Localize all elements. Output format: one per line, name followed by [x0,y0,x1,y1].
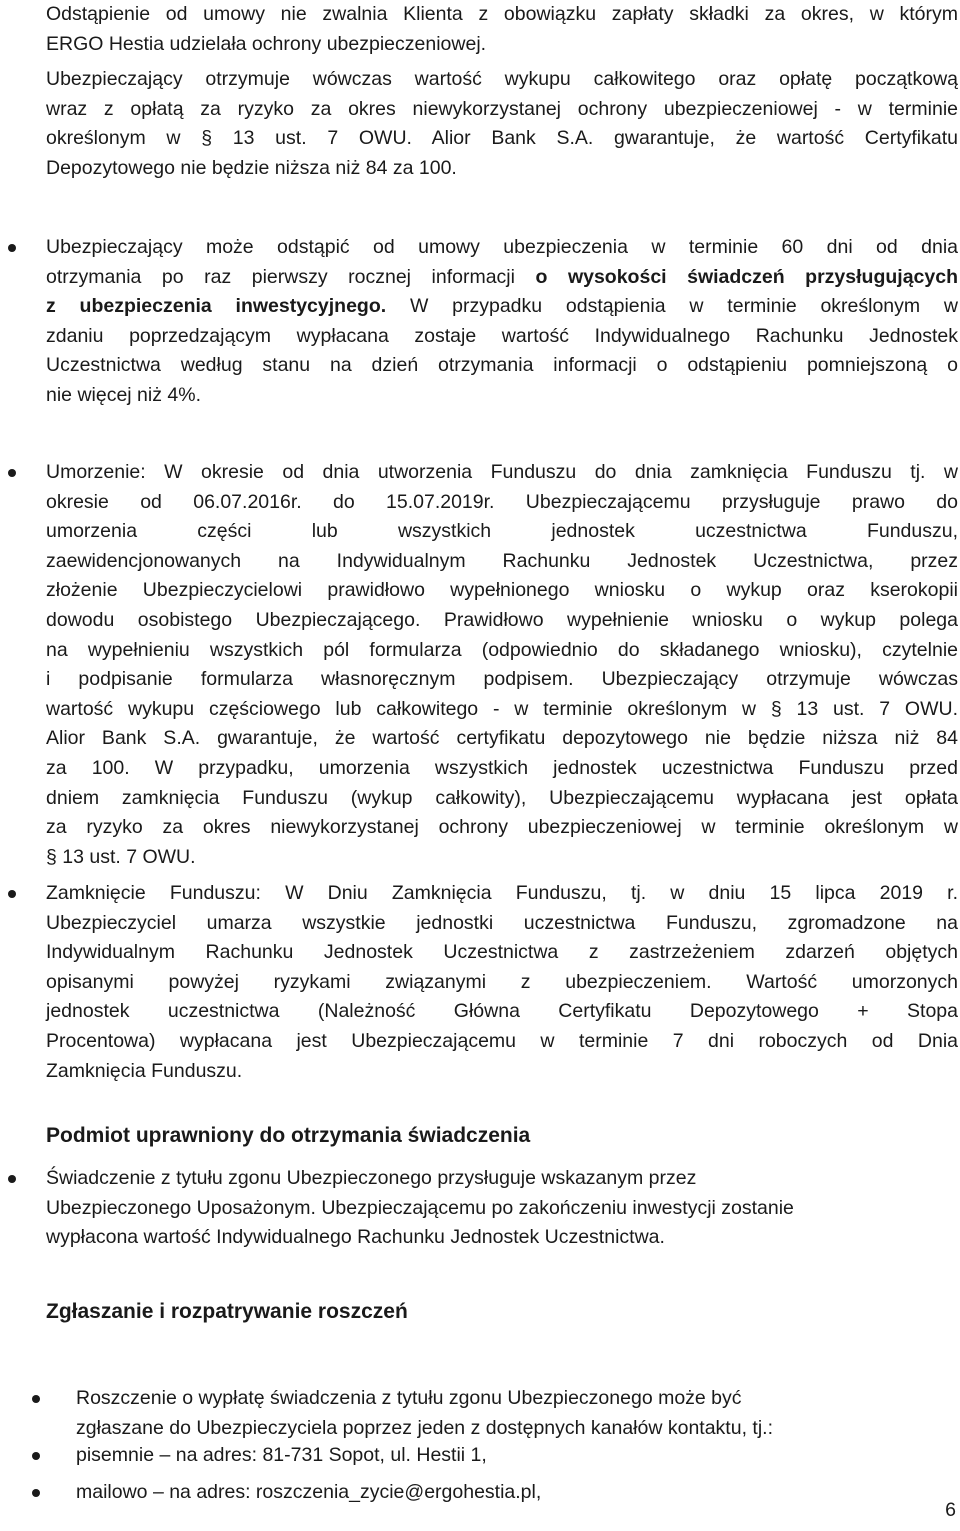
bullet-dot [8,244,16,252]
text-line: Ubezpieczający może odstąpić od umowy ubezpieczenia w terminie 60 dni od dnia [46,236,958,258]
paragraph-withdrawal-premium [46,0,958,59]
text-line: Alior Bank S.A. gwarantuje, że wartość certyfikatu depozytowego nie będzie niższa niż 84 [46,727,958,750]
list-item-claim-submission [76,1384,958,1443]
text-line: Indywidualnym Rachunku Jednostek Uczestnictwa z zastrzeżeniem zdarzeń objętych [46,941,958,964]
text-line: Ubezpieczyciel umarza wszystkie jednostki uczestnictwa Funduszu, zgromadzone na [46,911,958,934]
text-line: mailowo – na adres: roszczenia_zycie@ergohestia.pl, [76,1481,542,1503]
page-number: 6 [945,1499,956,1521]
text-line: złożenie Ubezpieczycielowi prawidłowo wypełnionego wniosku o wykup oraz kserokopii [46,579,958,602]
text-line: zdaniu poprzedzającym wypłacana zostaje wartość Indywidualnego Rachunku Jednostek [46,324,958,347]
text-line: § 13 ust. 7 OWU. [46,845,196,868]
text-line: okresie od 06.07.2016r. do 15.07.2019r. Ubezpieczającemu przysługuje prawo do [46,490,958,513]
text-normal: W przypadku odstąpienia w terminie określonym w [386,295,959,318]
text-line: Ubezpieczonego Uposażonym. Ubezpieczającemu po zakończeniu inwestycji zostanie [46,1196,794,1219]
text-normal: otrzymania po raz pierwszy rocznej informacji [46,265,536,288]
text-line: Zamknięcie Funduszu: W Dniu Zamknięcia Funduszu, tj. w dniu 15 lipca 2019 r. [46,882,958,904]
text-line: zgłaszane do Ubezpieczyciela poprzez jeden z dostępnych kanałów kontaktu, tj.: [76,1416,773,1439]
text-line: Zamknięcia Funduszu. [46,1059,243,1082]
text-line: opisanymi powyżej ryzykami związanymi z ubezpieczeniem. Wartość umorzonych [46,970,958,993]
text-line: za 100. W przypadku, umorzenia wszystkich jednostek uczestnictwa Funduszu przed [46,756,958,779]
list-item-withdrawal-right [46,233,958,411]
text-line: i podpisanie formularza własnoręcznym podpisem. Ubezpieczający otrzymuje wówczas [46,668,958,691]
text-bold: o wysokości świadczeń przysługujących [535,265,958,288]
text-line: na wypełnieniu wszystkich pól formularza (odpowiednio do składanego wniosku), czytelnie [46,638,958,661]
list-item-postal [76,1441,958,1471]
bullet-dot [32,1452,40,1460]
bullet-dot [32,1395,40,1403]
text-line: za ryzyko za okres niewykorzystanej ochrony ubezpieczeniowej w terminie określonym w [46,816,958,839]
bullet-dot [8,890,16,898]
text-line: określonym w § 13 ust. 7 OWU. Alior Bank S.A. gwarantuje, że wartość Certyfikatu [46,127,958,150]
text-line: Uczestnictwa według stanu na dzień otrzymania informacji o odstąpieniu pomniejszoną o [46,354,958,377]
bullet-dot [32,1489,40,1497]
text-line: umorzenia części lub wszystkich jednostek uczestnictwa Funduszu, [46,520,958,543]
list-item-benefit [46,1164,958,1253]
text-line: wartość wykupu częściowego lub całkowitego - w terminie określonym w § 13 ust. 7 OWU. [46,697,958,720]
text-line: Ubezpieczający otrzymuje wówczas wartość wykupu całkowitego oraz opłatę początkową [46,68,958,90]
text-line: dniem zamknięcia Funduszu (wykup całkowity), Ubezpieczającemu wypłacana jest opłata [46,786,958,809]
paragraph-surrender-value [46,65,958,183]
text-line: pisemnie – na adres: 81-731 Sopot, ul. Hestii 1, [76,1444,487,1466]
text-bold: z ubezpieczenia inwestycyjnego. [46,295,387,318]
text-line: jednostek uczestnictwa (Należność Główna Certyfikatu Depozytowego + Stopa [46,1000,958,1023]
text-line: Roszczenie o wypłatę świadczenia z tytułu zgonu Ubezpieczonego może być [76,1387,742,1409]
text-line: ERGO Hestia udzielała ochrony ubezpieczeniowej. [46,32,487,55]
text-line: dowodu osobistego Ubezpieczającego. Prawidłowo wypełnienie wniosku o wykup polega [46,608,958,631]
text-line: zaewidencjonowanych na Indywidualnym Rachunku Jednostek Uczestnictwa, przez [46,549,958,572]
bullet-dot [8,1175,16,1183]
text-line: Odstąpienie od umowy nie zwalnia Klienta z obowiązku zapłaty składki za okres, w którym [46,3,958,25]
text-line [46,263,958,293]
section-heading-claims: Zgłaszanie i rozpatrywanie roszczeń [46,1300,408,1323]
list-item-redemption [46,458,958,872]
list-item-fund-closure [46,879,958,1086]
text-line: Procentowa) wypłacana jest Ubezpieczającemu w terminie 7 dni roboczych od Dnia [46,1029,958,1052]
text-line [46,292,958,322]
text-line: Umorzenie: W okresie od dnia utworzenia Funduszu do dnia zamknięcia Funduszu tj. w [46,461,958,483]
list-item-email [76,1478,958,1508]
text-line: wypłacona wartość Indywidualnego Rachunku Jednostek Uczestnictwa. [46,1226,665,1249]
section-heading-beneficiary: Podmiot uprawniony do otrzymania świadczenia [46,1124,531,1147]
text-line: Świadczenie z tytułu zgonu Ubezpieczonego przysługuje wskazanym przez [46,1167,697,1189]
text-line: Depozytowego nie będzie niższa niż 84 za 100. [46,156,457,179]
text-line: wraz z opłatą za ryzyko za okres niewykorzystanej ochrony ubezpieczeniowej - w terminie [46,97,958,120]
bullet-dot [8,469,16,477]
text-line: nie więcej niż 4%. [46,383,201,406]
